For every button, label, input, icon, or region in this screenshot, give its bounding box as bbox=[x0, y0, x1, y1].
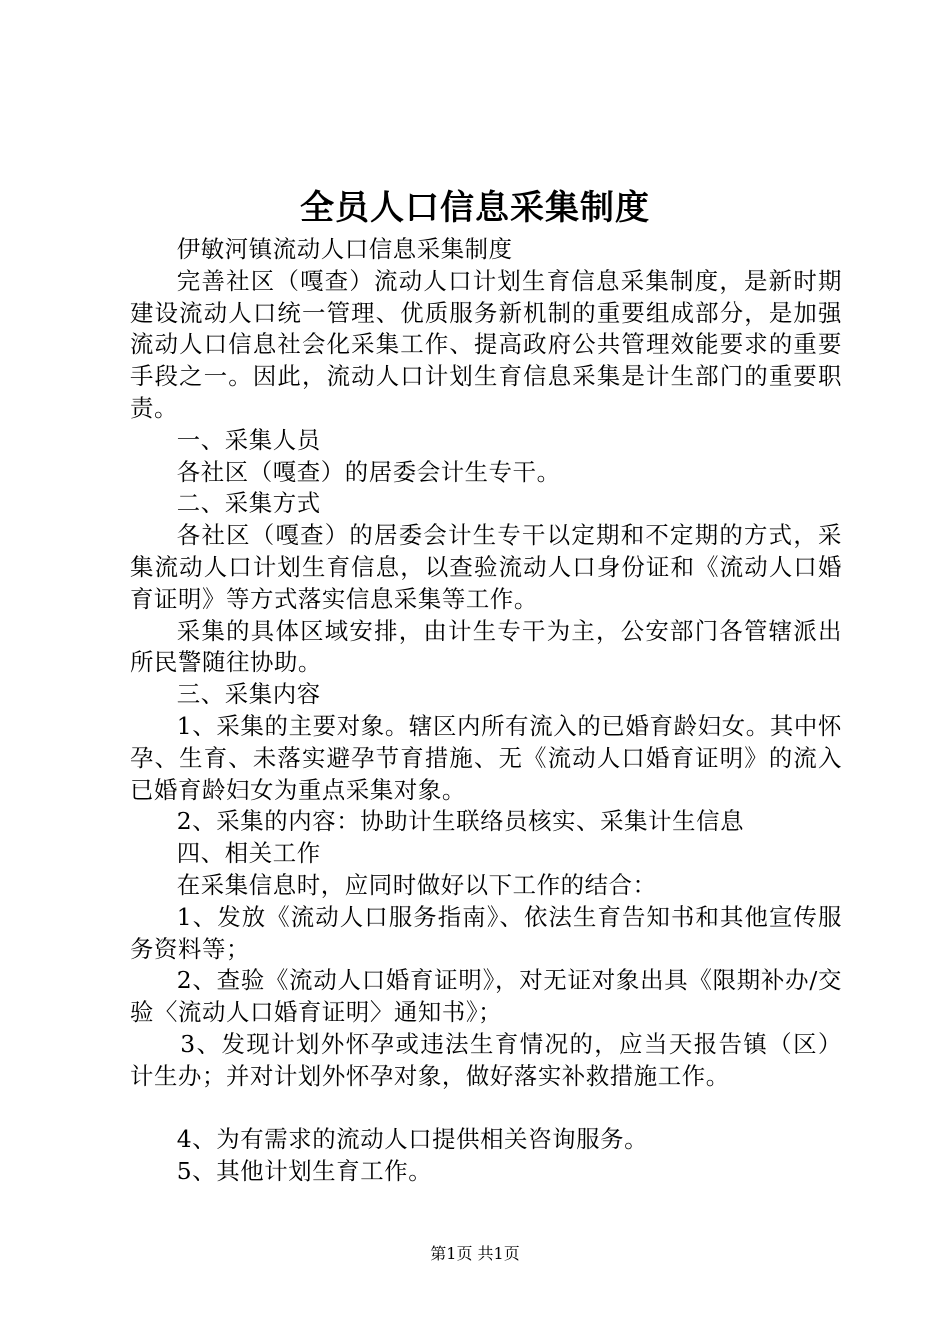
heading-section-1: 一、采集人员 bbox=[176, 425, 321, 454]
paragraph-subtitle: 伊敏河镇流动人口信息采集制度 bbox=[176, 235, 513, 263]
heading-section-4: 四、相关工作 bbox=[176, 839, 321, 868]
paragraph-section-4-item-4: 4、为有需求的流动人口提供相关咨询服务。 bbox=[176, 1125, 649, 1154]
paragraph-section-3-item-1: 1、采集的主要对象。辖区内所有流入的已婚育龄妇女。其中怀孕、生育、未落实避孕节育措施、无《流动人口婚育证明》的流入已婚育龄妇女为重点采集对象。 bbox=[130, 711, 842, 804]
paragraph-section-4-item-5: 5、其他计划生育工作。 bbox=[176, 1157, 433, 1186]
paragraph-intro: 完善社区（嘎查）流动人口计划生育信息采集制度，是新时期建设流动人口统一管理、优质服务新机制的重要组成部分，是加强流动人口信息社会化采集工作、提高政府公共管理效能要求的重要手段之一。因此，流动人口计划生育信息采集是计生部门的重要职责。 bbox=[130, 266, 842, 422]
paragraph-section-4-lead: 在采集信息时，应同时做好以下工作的结合： bbox=[176, 870, 657, 899]
page-footer: 第1页 共1页 bbox=[430, 1244, 520, 1263]
paragraph-section-4-item-2: 2、查验《流动人口婚育证明》，对无证对象出具《限期补办/交验〈流动人口婚育证明〉通知书》； bbox=[130, 966, 842, 1027]
paragraph-section-2-b: 采集的具体区域安排，由计生专干为主，公安部门各管辖派出所民警随往协助。 bbox=[130, 616, 842, 677]
document-body bbox=[130, 234, 842, 1188]
blank-line bbox=[130, 1093, 842, 1125]
heading-section-3: 三、采集内容 bbox=[176, 680, 321, 709]
document-title: 全员人口信息采集制度 bbox=[300, 188, 650, 228]
paragraph-section-4-item-3: 3、发现计划外怀孕或违法生育情况的，应当天报告镇（区）计生办；并对计划外怀孕对象，做好落实补救措施工作。 bbox=[130, 1029, 842, 1090]
heading-section-2: 二、采集方式 bbox=[176, 489, 321, 518]
paragraph-section-1: 各社区（嘎查）的居委会计生专干。 bbox=[176, 457, 561, 486]
paragraph-section-2-a: 各社区（嘎查）的居委会计生专干以定期和不定期的方式，采集流动人口计划生育信息，以查验流动人口身份证和《流动人口婚育证明》等方式落实信息采集等工作。 bbox=[130, 521, 842, 613]
paragraph-section-4-item-1: 1、发放《流动人口服务指南》、依法生育告知书和其他宣传服务资料等； bbox=[130, 902, 842, 963]
paragraph-section-3-item-2: 2、采集的内容：协助计生联络员核实、采集计生信息 bbox=[176, 807, 745, 836]
